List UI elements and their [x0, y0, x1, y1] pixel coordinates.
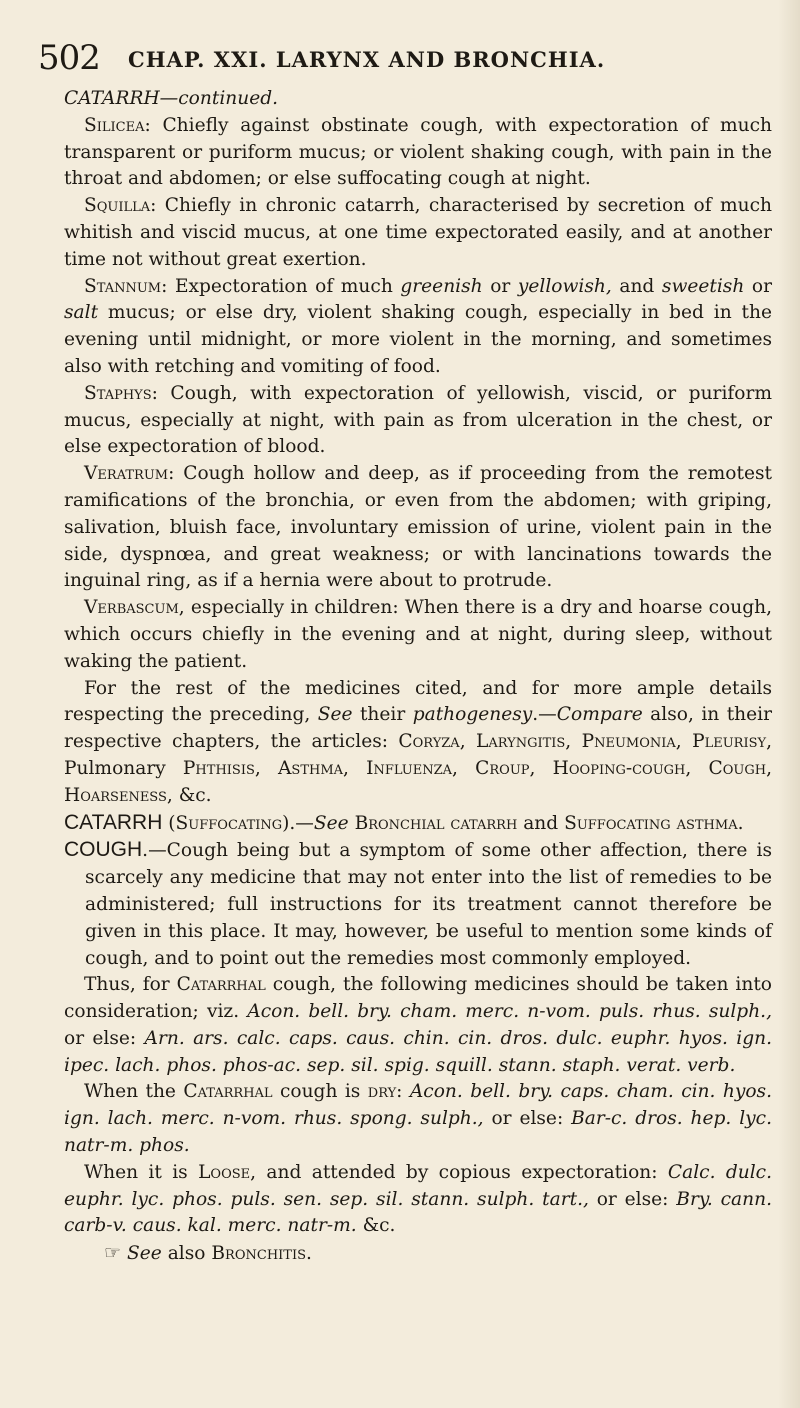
remedy-name-verbascum: Verbascum	[84, 597, 179, 619]
stannum-greenish: greenish	[400, 275, 483, 297]
cough-heading: COUGH	[64, 838, 143, 862]
stannum-sweetish: sweetish	[661, 275, 745, 297]
page-number: 502	[38, 38, 100, 78]
details-text-2: their	[352, 704, 413, 726]
pointing-hand-icon: ☞	[104, 1242, 122, 1265]
catarrhal-medicines-1: Acon. bell. bry. cham. merc. n-vom. puls. rhus. sulph.,	[247, 1001, 772, 1023]
stannum-text-2: or	[482, 275, 518, 297]
bronchitis-ref: Bronchitis.	[211, 1243, 312, 1265]
catarrhal-text-2: cough, the following medicines should be taken into consideration; viz.	[64, 974, 772, 1023]
dry-text-4: or else:	[483, 1108, 572, 1130]
loose-cough-paragraph	[64, 1160, 772, 1240]
dry-medicines-2: Bar-c. dros. hep. lyc. natr-m. phos.	[64, 1108, 772, 1157]
see-label: See	[313, 812, 349, 834]
loose-text-3: or else:	[588, 1188, 677, 1210]
dry-medicines-1: Acon. bell. bry. caps. cham. cin. hyos. ign. lach. merc. n-vom. rhus. spong. sulph.,	[64, 1081, 772, 1130]
catarrhal-medicines-2: Arn. ars. calc. caps. caus. chin. cin. dros. dulc. euphr. hyos. ign. ipec. lach. phos. phos-ac. sep. sil. spig. squill. stann. staph. verat. verb.	[64, 1027, 772, 1076]
loose-medicines-2: Bry. cann. carb-v. caus. kal. merc. natr-m.	[64, 1188, 772, 1237]
staphys-entry	[64, 381, 772, 461]
catarrhal-cough-paragraph	[64, 972, 772, 1079]
silicea-text: : Chiefly against obstinate cough, with expectoration of much transparent or puriform mucus; or violent shaking cough, with pain in the throat and abdomen; or else suffocating cough at night.	[64, 114, 772, 190]
suffocating-label: (Suffocating).—	[162, 812, 314, 834]
details-text-4: also, in their respective chapters, the articles:	[64, 704, 772, 753]
dry-text-1: When the	[84, 1081, 184, 1103]
see-also-text: also	[161, 1243, 212, 1265]
remedy-name-staphys: Staphys	[84, 382, 152, 404]
pathogenesy-term: pathogenesy	[412, 704, 533, 726]
cross-references-1: Coryza, Laryngitis, Pneumonia, Pleurisy,	[398, 731, 772, 753]
see-also-label: See	[127, 1243, 162, 1265]
loose-term: Loose,	[198, 1161, 257, 1183]
page-body	[64, 86, 772, 1268]
remedy-name-veratrum: Veratrum	[84, 463, 169, 485]
page-edge-shadow	[778, 0, 800, 1408]
dry-text-3: :	[396, 1081, 410, 1103]
dry-cough-paragraph	[64, 1079, 772, 1159]
catarrhal-text-3: or else:	[64, 1027, 145, 1049]
and-text: and	[517, 812, 565, 834]
verbascum-entry	[64, 595, 772, 675]
stannum-text-4: or	[744, 275, 772, 297]
suffocating-catarrh-heading: CATARRH	[64, 810, 163, 834]
stannum-text-1: : Expectoration of much	[161, 275, 401, 297]
remedy-name-silicea: Silicea	[84, 114, 145, 136]
cross-references-2: Phthisis, Asthma, Influenza, Croup, Hooping-cough, Cough, Hoarseness,	[64, 757, 772, 806]
details-text-5: Pulmonary	[64, 757, 183, 779]
catarrhal-term: Catarrhal	[176, 974, 266, 996]
bronchial-catarrh-ref: Bronchial catarrh	[348, 812, 518, 834]
suffocating-asthma-ref: Suffocating asthma.	[564, 812, 744, 834]
cough-entry	[64, 837, 772, 972]
stannum-salt: salt	[64, 302, 99, 324]
suffocating-catarrh-entry	[64, 810, 772, 838]
catarrh-continued-heading	[64, 86, 772, 113]
verbascum-text: , especially in children: When there is a dry and hoarse cough, which occurs chiefly in the evening and at night, during sleep, without waking the patient.	[64, 597, 772, 672]
stannum-entry	[64, 274, 772, 381]
cough-text: .—Cough being but a symptom of some other affection, there is scarcely any medicine that may not enter into the list of remedies to be administered; full instructions for its treatment cannot therefore be given in this place. It may, however, be useful to mention some kinds of cough, and to point out the remedies most commonly employed.	[85, 840, 772, 969]
see-also-line	[64, 1240, 772, 1268]
staphys-text: : Cough, with expectoration of yellowish, viscid, or puriform mucus, especially at night, with pain as from ulceration in the chest, or else expectoration of blood.	[64, 382, 772, 458]
loose-text-1: When it is	[84, 1161, 199, 1183]
stannum-text-5: mucus; or else dry, violent shaking cough, especially in bed in the evening until midnight, or more violent in the morning, and sometimes also with retching and vomiting of food.	[64, 302, 772, 377]
veratrum-entry	[64, 461, 772, 595]
squilla-text: : Chiefly in chronic catarrh, characterised by secretion of much whitish and viscid mucus, at one time expectorated easily, and at another time not without great exertion.	[64, 195, 772, 270]
dry-text-2: cough is	[272, 1081, 368, 1103]
see-link-pathogenesy: See	[317, 704, 353, 726]
continued-label: —continued.	[159, 88, 279, 109]
veratrum-text: : Cough hollow and deep, as if proceeding from the remotest ramifications of the bronchia, or even from the abdomen; with griping, salivation, bluish face, involuntary emission of urine, violent pain in the side, dyspnœa, and great weakness; or with lancinations towards the inguinal ring, as if a hernia were about to protrude.	[64, 463, 772, 592]
running-head: CHAP. XXI. LARYNX AND BRONCHIA.	[128, 47, 606, 72]
squilla-entry	[64, 193, 772, 273]
dry-term: dry	[367, 1081, 397, 1103]
stannum-text-3: and	[611, 275, 662, 297]
loose-medicines-1: Calc. dulc. euphr. lyc. phos. puls. sen. sep. sil. stann. sulph. tart.,	[64, 1161, 772, 1210]
loose-text-4: &c.	[356, 1215, 396, 1237]
details-text-3: .—	[532, 704, 557, 726]
page-header	[0, 38, 800, 78]
details-text-1: For the rest of the medicines cited, and for more ample details respecting the preceding,	[64, 677, 772, 726]
details-paragraph	[64, 676, 772, 810]
stannum-yellowish: yellowish,	[517, 275, 612, 297]
remedy-name-squilla: Squilla	[84, 195, 151, 217]
loose-text-2: and attended by copious expectoration:	[256, 1161, 668, 1183]
catarrh-title: CATARRH	[64, 88, 160, 109]
dry-catarrhal-term: Catarrhal	[183, 1081, 273, 1103]
details-text-6: &c.	[172, 784, 212, 806]
compare-term: Compare	[556, 704, 643, 726]
remedy-name-stannum: Stannum	[84, 275, 162, 297]
silicea-entry	[64, 113, 772, 193]
catarrhal-text-1: Thus, for	[84, 974, 177, 996]
